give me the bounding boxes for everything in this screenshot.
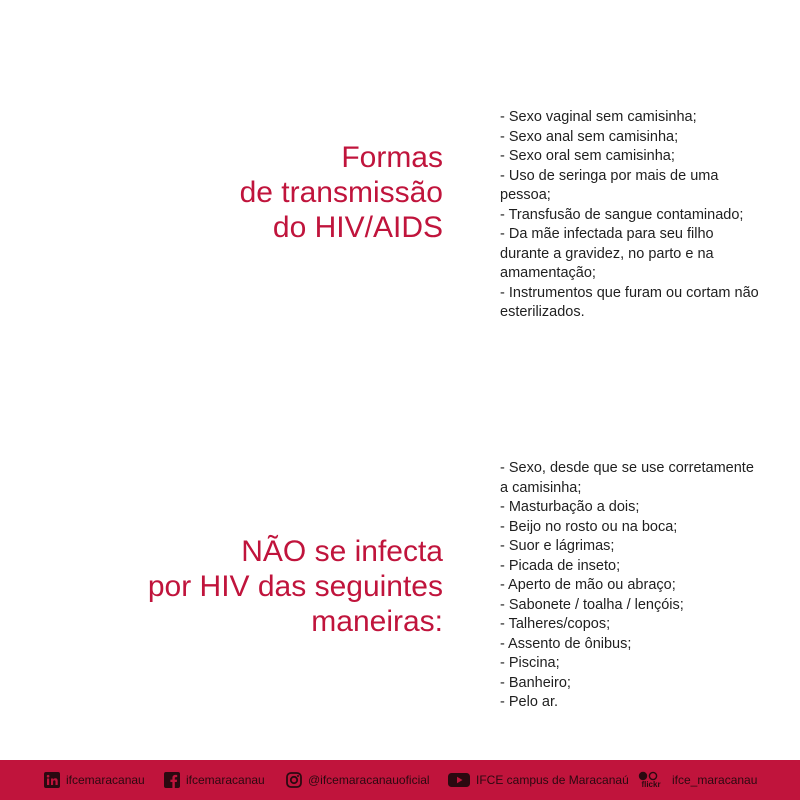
heading-line: por HIV das seguintes (147, 570, 443, 603)
list-item: - Sexo, desde que se use corretamente a camisinha; (500, 460, 754, 496)
heading-line: do HIV/AIDS (272, 211, 443, 244)
no-infection-list (500, 459, 760, 713)
instagram-handle: @ifcemaracanauoficial (308, 773, 430, 787)
list-item: - Piscina; (500, 655, 560, 671)
youtube-channel: IFCE campus de Maracanaú (476, 773, 629, 787)
list-item: - Sabonete / toalha / lençóis; (500, 596, 684, 613)
facebook-link[interactable] (164, 760, 265, 800)
list-item: - Uso de seringa por mais de uma pessoa; (500, 167, 719, 203)
transmission-list (500, 108, 760, 323)
transmission-heading (240, 140, 443, 245)
flickr-link[interactable] (638, 760, 757, 800)
flickr-logo-text: flickr (641, 780, 661, 789)
list-item: - Suor e lágrimas; (500, 538, 615, 554)
list-item: - Instrumentos que furam ou cortam não esterilizados. (500, 284, 759, 320)
heading-line: de transmissão (239, 176, 443, 209)
heading-line: Formas (341, 141, 443, 174)
instagram-icon (286, 772, 302, 788)
youtube-link[interactable] (448, 760, 629, 800)
social-footer (0, 760, 800, 800)
list-item: - Masturbação a dois; (500, 499, 640, 515)
linkedin-link[interactable] (44, 760, 145, 800)
list-item: - Assento de ônibus; (500, 635, 632, 652)
list-item: - Sexo oral sem camisinha; (500, 148, 675, 164)
youtube-icon (448, 772, 470, 788)
facebook-handle: ifcemaracanau (186, 773, 265, 787)
facebook-icon (164, 772, 180, 788)
linkedin-handle: ifcemaracanau (66, 773, 145, 787)
list-item: - Pelo ar. (500, 694, 559, 710)
linkedin-icon (44, 772, 60, 788)
list-item: - Transfusão de sangue contaminado; (500, 206, 744, 223)
list-item: - Beijo no rosto ou na boca; (500, 518, 678, 535)
list-item: - Sexo vaginal sem camisinha; (500, 109, 697, 125)
heading-line: maneiras: (311, 605, 443, 638)
no-infection-heading (148, 534, 443, 639)
flickr-handle: ifce_maracanau (672, 773, 758, 787)
list-item: - Picada de inseto; (500, 557, 621, 574)
list-item: - Sexo anal sem camisinha; (500, 128, 679, 145)
instagram-link[interactable] (286, 760, 430, 800)
heading-line: NÃO se infecta (241, 535, 443, 568)
list-item: - Banheiro; (500, 674, 571, 691)
list-item: - Da mãe infectada para seu filho durante a gravidez, no parto e na amamentação; (500, 226, 714, 281)
list-item: - Aperto de mão ou abraço; (500, 577, 676, 593)
list-item: - Talheres/copos; (500, 616, 611, 632)
flickr-logo (638, 771, 664, 789)
